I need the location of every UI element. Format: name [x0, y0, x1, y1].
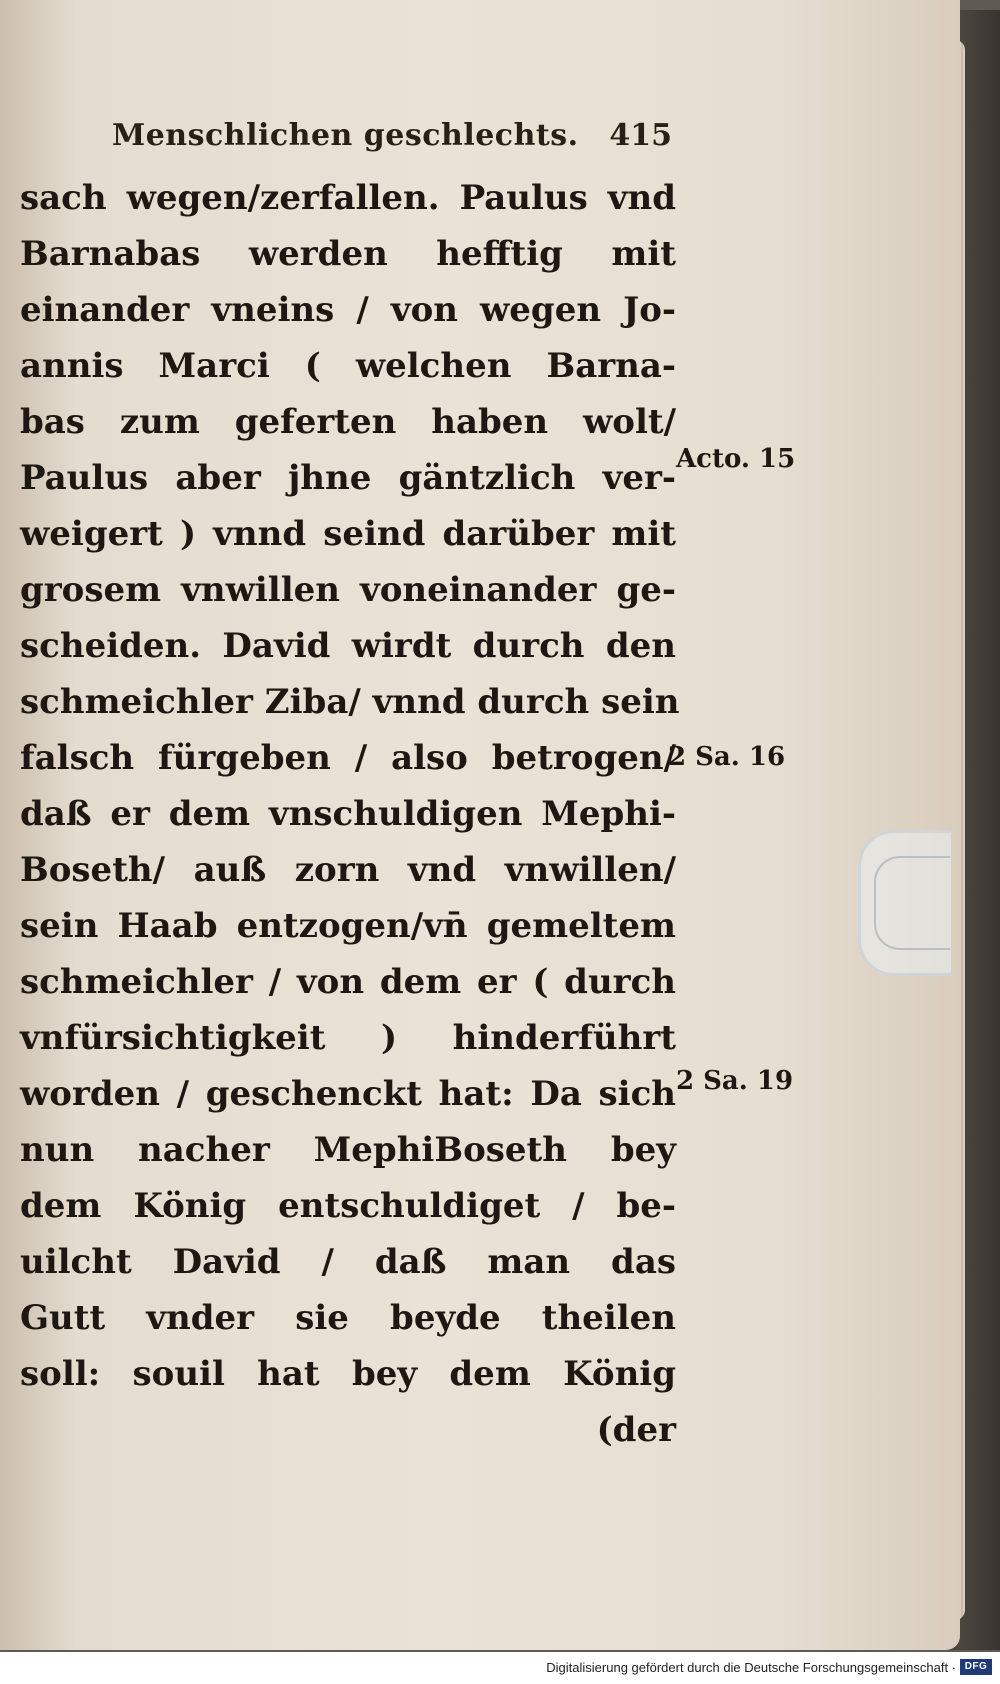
- text-line: sach wegen/zerfallen. Paulus vnd: [20, 178, 676, 218]
- text-line: Paulus aber jhne gäntzlich ver-: [20, 458, 676, 498]
- marginal-note-samuel-16: 2 Sa. 16: [668, 742, 786, 772]
- catchword: (der: [596, 1410, 676, 1450]
- body-text: [20, 170, 680, 1458]
- text-line: sein Haab entzogen/vn̄ gemeltem: [20, 906, 676, 946]
- text-line: annis Marci ( welchen Barna-: [20, 346, 676, 386]
- text-line: falsch fürgeben / also betrogen/: [20, 738, 676, 778]
- text-line: Boseth/ auß zorn vnd vnwillen/: [20, 850, 676, 890]
- text-line: daß er dem vnschuldigen Mephi-: [20, 794, 676, 834]
- text-line: scheiden. David wirdt durch den: [20, 626, 676, 666]
- text-line: schmeichler / von dem er ( durch: [20, 962, 676, 1002]
- text-line: worden / geschenckt hat: Da sich: [20, 1074, 676, 1114]
- page-header: [112, 118, 672, 158]
- text-line: dem König entschuldiget / be-: [20, 1186, 676, 1226]
- funding-credit-bar: [0, 1652, 1000, 1684]
- marginal-note-acts: Acto. 15: [676, 444, 796, 474]
- page-number: 415: [609, 118, 672, 153]
- text-line: nun nacher MephiBoseth bey: [20, 1130, 676, 1170]
- text-line: uilcht David / daß man das: [20, 1242, 676, 1282]
- dfg-logo: DFG: [960, 1659, 992, 1675]
- text-line: einander vneins / von wegen Jo-: [20, 290, 676, 330]
- text-line: vnfürsichtigkeit ) hinderführt: [20, 1018, 676, 1058]
- text-line: Gutt vnder sie beyde theilen: [20, 1298, 676, 1338]
- text-line: grosem vnwillen voneinander ge-: [20, 570, 676, 610]
- text-line: soll: souil hat bey dem König: [20, 1354, 676, 1394]
- page-clip-inner: [874, 856, 950, 950]
- text-line: Barnabas werden hefftig mit: [20, 234, 676, 274]
- text-line: schmeichler Ziba/ vnnd durch sein: [20, 682, 680, 722]
- running-head: Menschlichen geschlechts.: [112, 118, 579, 153]
- marginal-note-samuel-19: 2 Sa. 19: [676, 1066, 794, 1096]
- text-line: bas zum geferten haben wolt/: [20, 402, 676, 442]
- text-line: weigert ) vnnd seind darüber mit: [20, 514, 676, 554]
- funding-credit: Digitalisierung gefördert durch die Deutsche Forschungsgemeinschaft ·: [546, 1660, 956, 1675]
